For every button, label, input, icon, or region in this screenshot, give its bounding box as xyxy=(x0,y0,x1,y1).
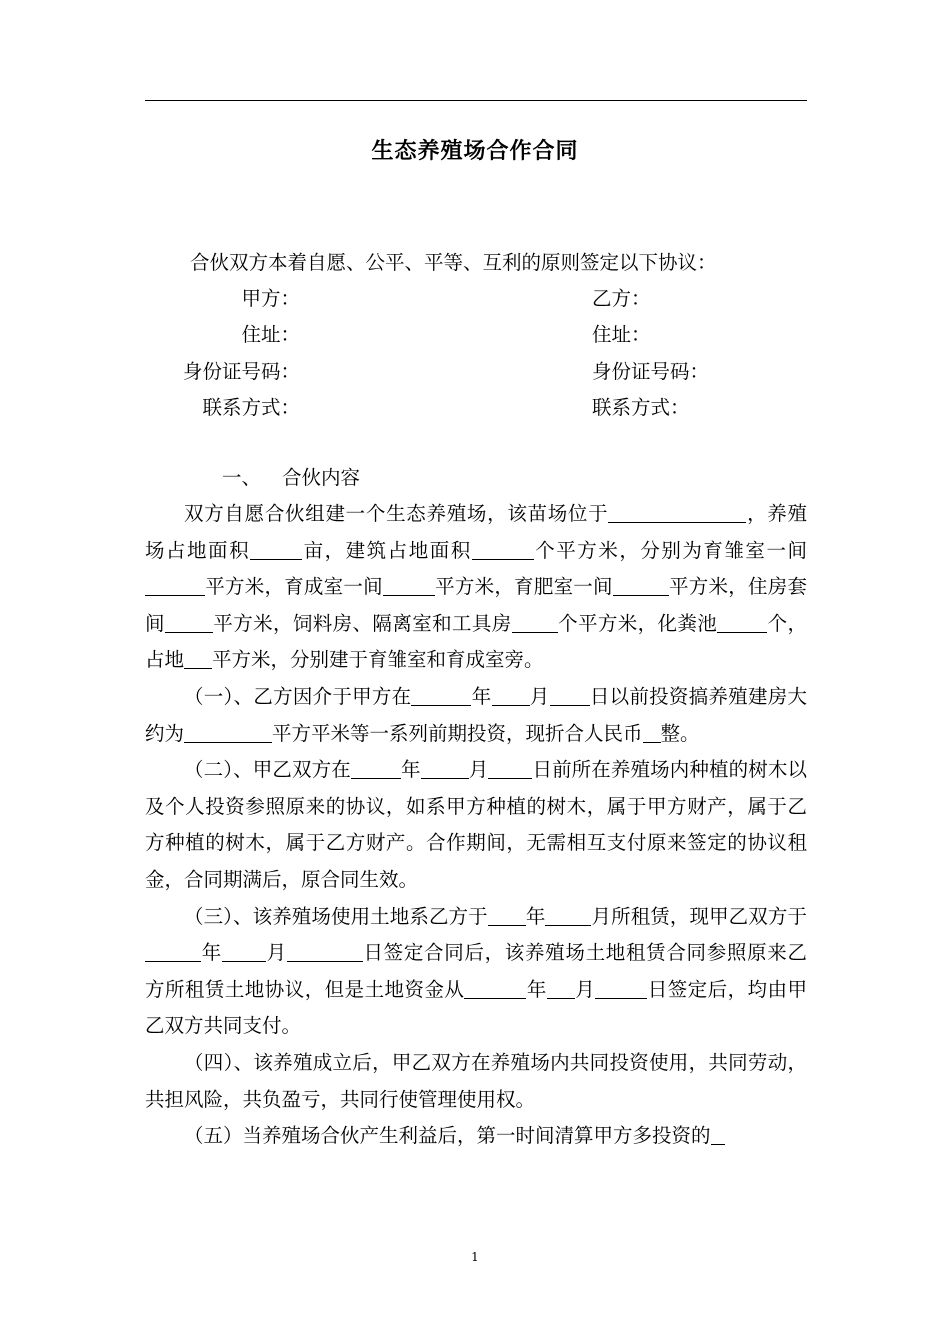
text-segment: 平方米，育肥室一间 xyxy=(434,575,613,599)
fill-blank xyxy=(421,759,469,780)
header-rule xyxy=(145,100,807,101)
text-segment: 亩，建筑占地面积 xyxy=(302,538,472,562)
fill-blank xyxy=(145,942,201,963)
text-segment: （四）、该养殖成立后，甲乙双方在养殖场内共同投资使用，共同劳动，共担风险，共负盈亏，共同行使管理使用权。 xyxy=(145,1050,807,1111)
paragraph-clause-4 xyxy=(145,1045,807,1118)
fill-blank xyxy=(717,612,767,633)
text-segment: 平方平米等一系列前期投资，现折合人民币 xyxy=(272,721,643,745)
text-segment: 日签定合同后，该养殖场土地租赁合同参照原来乙方所租赁土地协议，但是土地资金从 xyxy=(145,941,807,1001)
fill-blank xyxy=(165,612,213,633)
document-title: 生态养殖场合作合同 xyxy=(371,139,579,164)
text-segment: （一）、乙方因介于甲方在 xyxy=(184,684,412,708)
text-segment: 年 xyxy=(526,977,547,1001)
text-segment: 日以前投资搞养殖建房大约为 xyxy=(145,684,807,745)
fill-blank xyxy=(184,649,212,670)
paragraph-clause-2 xyxy=(145,752,807,898)
fill-blank xyxy=(545,905,591,926)
party-b-address-label: 住址： xyxy=(592,323,651,346)
text-segment: 月 xyxy=(574,977,596,1001)
fill-blank xyxy=(492,685,530,706)
fill-blank xyxy=(464,978,526,999)
fill-blank xyxy=(643,722,661,743)
text-segment: （五）当养殖场合伙产生利益后，第一时间清算甲方多投资的 xyxy=(184,1124,711,1148)
text-segment: （二）、甲乙双方在 xyxy=(184,758,351,782)
fill-blank xyxy=(411,685,471,706)
fill-blank xyxy=(488,905,526,926)
text-segment: 月所租赁，现甲乙双方于 xyxy=(591,904,807,928)
party-a-name-label: 甲方： xyxy=(241,287,300,310)
text-segment: 平方米，饲料房、隔离室和工具房 xyxy=(212,611,512,635)
text-segment: 个，占地 xyxy=(145,611,807,672)
party-b-contact-label: 联系方式： xyxy=(592,396,690,419)
text-segment: 平方米，住房套间 xyxy=(145,575,807,635)
fill-blank xyxy=(711,1125,725,1146)
fill-blank xyxy=(488,759,532,780)
text-segment: 年 xyxy=(400,758,421,782)
text-segment: 个平方米，化粪池 xyxy=(557,611,718,635)
fill-blank xyxy=(145,576,205,597)
fill-blank xyxy=(613,576,669,597)
party-b-id-label: 身份证号码： xyxy=(592,360,710,383)
paragraph-content xyxy=(145,496,807,679)
fill-blank xyxy=(250,539,302,560)
fill-blank xyxy=(287,942,363,963)
page-number: 1 xyxy=(471,1250,479,1264)
text-segment: 双方自愿合伙组建一个生态养殖场，该苗场位于 xyxy=(184,502,609,525)
text-segment: 年 xyxy=(471,684,492,708)
text-segment: 月 xyxy=(468,758,489,782)
party-a-address-label: 住址： xyxy=(241,323,300,346)
paragraph-clause-3 xyxy=(145,899,807,1045)
text-segment: 平方米，分别建于育雏室和育成室旁。 xyxy=(212,648,544,672)
party-b-name-label: 乙方： xyxy=(592,287,651,310)
fill-blank xyxy=(547,978,575,999)
text-segment: （三）、该养殖场使用土地系乙方于 xyxy=(184,904,488,928)
fill-blank xyxy=(512,612,558,633)
party-a-contact-label: 联系方式： xyxy=(202,396,300,419)
text-segment: 日前所在养殖场内种植的树木以及个人投资参照原来的协议，如系甲方种植的树木，属于甲方财产，属于乙方种植的树木，属于乙方财产。合作期间，无需相互支付原来签定的协议租金，合同期满后，原合同生效。 xyxy=(145,758,807,891)
paragraph-clause-1 xyxy=(145,679,807,752)
text-segment: ，养殖场占地面积 xyxy=(145,502,807,562)
paragraph-clause-5 xyxy=(145,1118,807,1155)
fill-blank xyxy=(184,722,272,743)
fill-blank xyxy=(351,759,401,780)
text-segment: 个平方米，分别为育雏室一间 xyxy=(533,538,807,562)
party-a-id-label: 身份证号码： xyxy=(182,360,300,383)
fill-blank xyxy=(472,539,534,560)
intro-line: 合伙双方本着自愿、公平、平等、互利的原则签定以下协议： xyxy=(190,251,717,274)
text-segment: 日签定后，均由甲乙双方共同支付。 xyxy=(145,977,807,1038)
text-segment: 整。 xyxy=(660,721,700,745)
section-number: 一、 xyxy=(222,466,262,489)
fill-blank xyxy=(222,942,266,963)
text-segment: 年 xyxy=(525,904,546,928)
text-segment: 年 xyxy=(201,941,222,965)
text-segment: 月 xyxy=(529,684,550,708)
fill-blank xyxy=(595,978,647,999)
text-segment: 平方米，育成室一间 xyxy=(205,575,383,599)
fill-blank xyxy=(608,503,746,524)
fill-blank xyxy=(550,685,590,706)
section-heading: 合伙内容 xyxy=(282,466,361,489)
contract-body xyxy=(145,496,807,1155)
fill-blank xyxy=(383,576,435,597)
text-segment: 月 xyxy=(265,941,287,965)
